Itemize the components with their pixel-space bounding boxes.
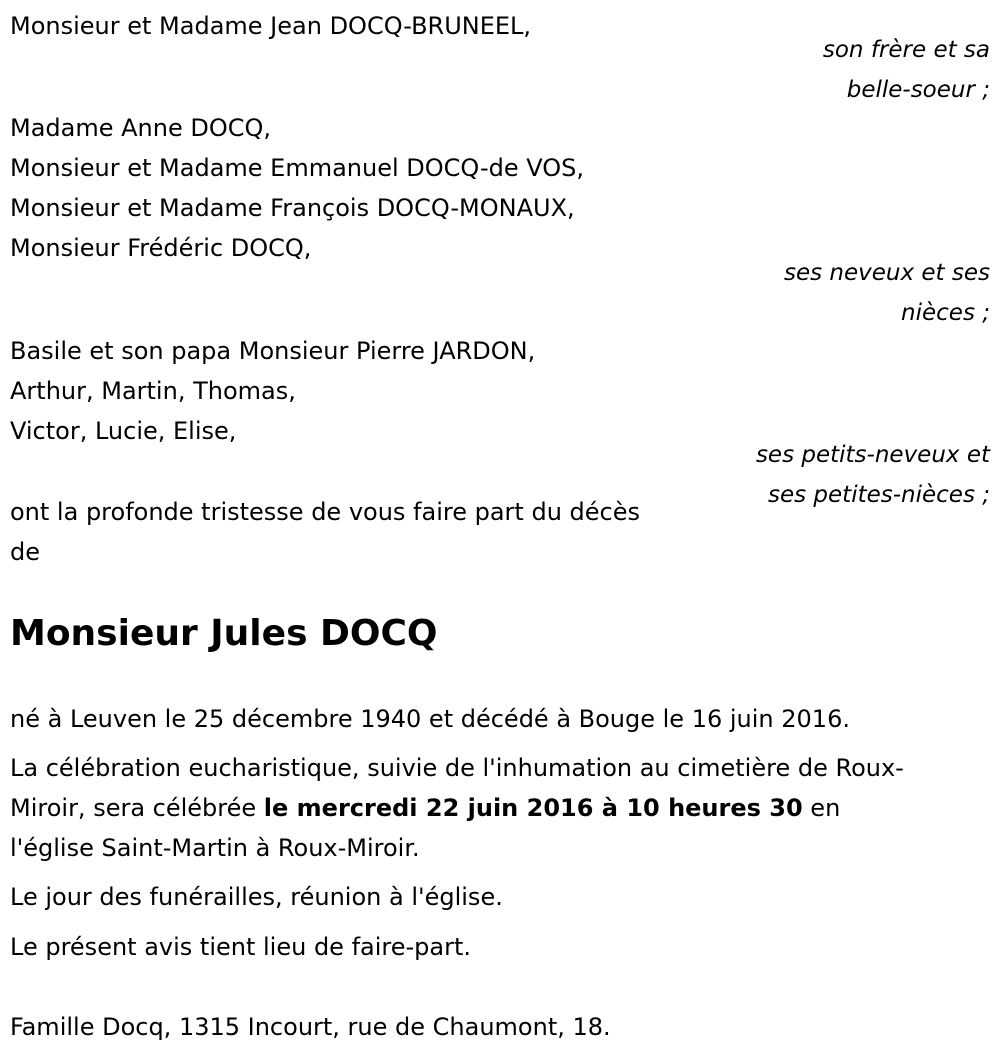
family-name-line: Monsieur et Madame François DOCQ-MONAUX, [10,194,575,222]
family-name-line: Victor, Lucie, Elise, [10,417,237,445]
announcement-line: de [10,538,40,566]
reunion-text: Le jour des funérailles, réunion à l'église. [10,883,503,911]
family-address: Famille Docq, 1315 Incourt, rue de Chaumont, 18. [10,1013,611,1041]
ceremony-text-after: en l'église Saint-Martin à Roux-Miroir. [10,794,841,862]
relation-line: belle-soeur ; [846,77,990,103]
family-name-line: Monsieur Frédéric DOCQ, [10,234,312,262]
relation-line: ses petits-neveux et [755,442,990,468]
ceremony-text [10,748,930,868]
relation-line: son frère et sa [822,37,990,63]
family-name-line: Arthur, Martin, Thomas, [10,377,296,405]
relation-line: ses neveux et ses [783,260,990,286]
ceremony-date: le mercredi 22 juin 2016 à 10 heures 30 [263,794,803,822]
family-name-line: Monsieur et Madame Jean DOCQ-BRUNEEL, [10,12,532,40]
ceremony-text-before: La célébration eucharistique, suivie de l'inhumation au cimetière de Roux-Miroir, sera célébrée [10,754,904,822]
relation-line: ses petites-nièces ; [768,482,990,508]
family-name-line: Madame Anne DOCQ, [10,114,272,142]
notice-text: Le présent avis tient lieu de faire-part. [10,933,472,961]
deceased-name: Monsieur Jules DOCQ [10,613,438,654]
family-name-line: Monsieur et Madame Emmanuel DOCQ-de VOS, [10,154,585,182]
birth-death-text: né à Leuven le 25 décembre 1940 et décédé à Bouge le 16 juin 2016. [10,705,850,733]
announcement-line: ont la profonde tristesse de vous faire part du décès [10,498,640,526]
family-name-line: Basile et son papa Monsieur Pierre JARDON, [10,337,536,365]
relation-line: nièces ; [901,300,990,326]
